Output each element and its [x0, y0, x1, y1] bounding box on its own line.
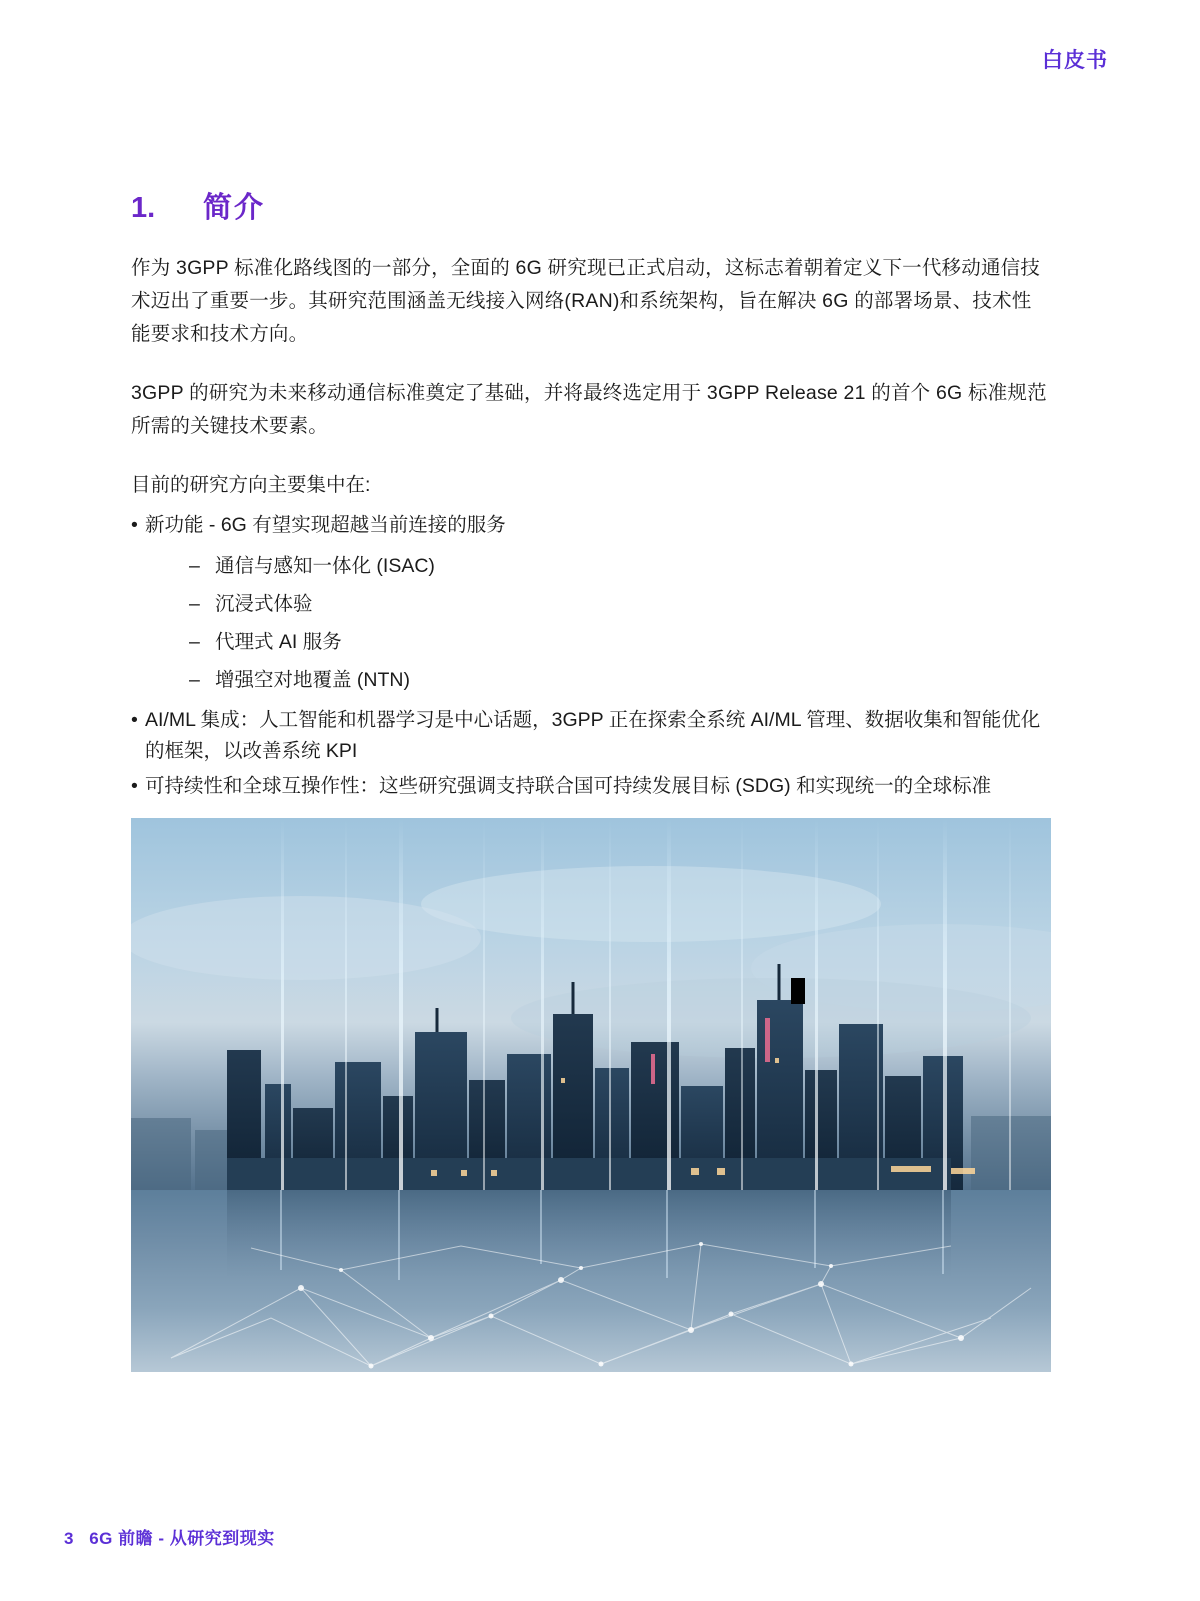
- list-item-label: AI/ML 集成：人工智能和机器学习是中心话题，3GPP 正在探索全系统 AI/ML 管理、数据收集和智能优化的框架，以改善系统 KPI: [145, 709, 1041, 762]
- document-type-label: 白皮书: [1042, 49, 1108, 72]
- dash-marker-icon: –: [189, 555, 200, 577]
- sub-list-item: [189, 661, 1051, 699]
- bullet-marker-icon: •: [131, 514, 138, 536]
- sub-list-item-label: 沉浸式体验: [215, 593, 313, 615]
- sub-list: [145, 547, 1051, 699]
- dash-marker-icon: –: [189, 669, 200, 691]
- sub-list-item-label: 代理式 AI 服务: [215, 631, 342, 653]
- paragraph-1: 作为 3GPP 标准化路线图的一部分，全面的 6G 研究现已正式启动，这标志着朝着定义下一代移动通信技术迈出了重要一步。其研究范围涵盖无线接入网络(RAN)和系统架构，旨在解决 6G 的部署场景、技术性能要求和技术方向。: [131, 257, 1041, 345]
- list-lead-in: 目前的研究方向主要集中在:: [131, 474, 371, 496]
- section-heading: [131, 185, 1051, 226]
- sub-list-item: [189, 547, 1051, 585]
- city-skyline-figure: [131, 818, 1051, 1372]
- section-title: 简介: [203, 192, 266, 224]
- list-item-label: 可持续性和全球互操作性：这些研究强调支持联合国可持续发展目标 (SDG) 和实现统一的全球标准: [145, 775, 992, 797]
- list-item: [131, 510, 1051, 699]
- dash-marker-icon: –: [189, 631, 200, 653]
- dash-marker-icon: –: [189, 593, 200, 615]
- sub-list-item-label: 增强空对地覆盖 (NTN): [215, 669, 410, 691]
- main-content: [131, 185, 1051, 806]
- list-item-label: 新功能 - 6G 有望实现超越当前连接的服务: [145, 514, 506, 536]
- list-item: [131, 771, 1051, 802]
- sub-list-item-label: 通信与感知一体化 (ISAC): [215, 555, 435, 577]
- footer-title: 6G 前瞻 - 从研究到现实: [89, 1529, 275, 1548]
- paragraph-2: 3GPP 的研究为未来移动通信标准奠定了基础，并将最终选定用于 3GPP Release 21 的首个 6G 标准规范所需的关键技术要素。: [131, 382, 1047, 437]
- research-focus-list: [131, 510, 1051, 802]
- page-footer: [64, 1524, 275, 1549]
- bullet-marker-icon: •: [131, 775, 138, 797]
- section-number: 1.: [131, 192, 156, 224]
- sub-list-item: [189, 623, 1051, 661]
- list-item: [131, 705, 1051, 767]
- bullet-marker-icon: •: [131, 709, 138, 731]
- sub-list-item: [189, 585, 1051, 623]
- city-skyline-illustration: [131, 818, 1051, 1372]
- page-number: 3: [64, 1529, 74, 1548]
